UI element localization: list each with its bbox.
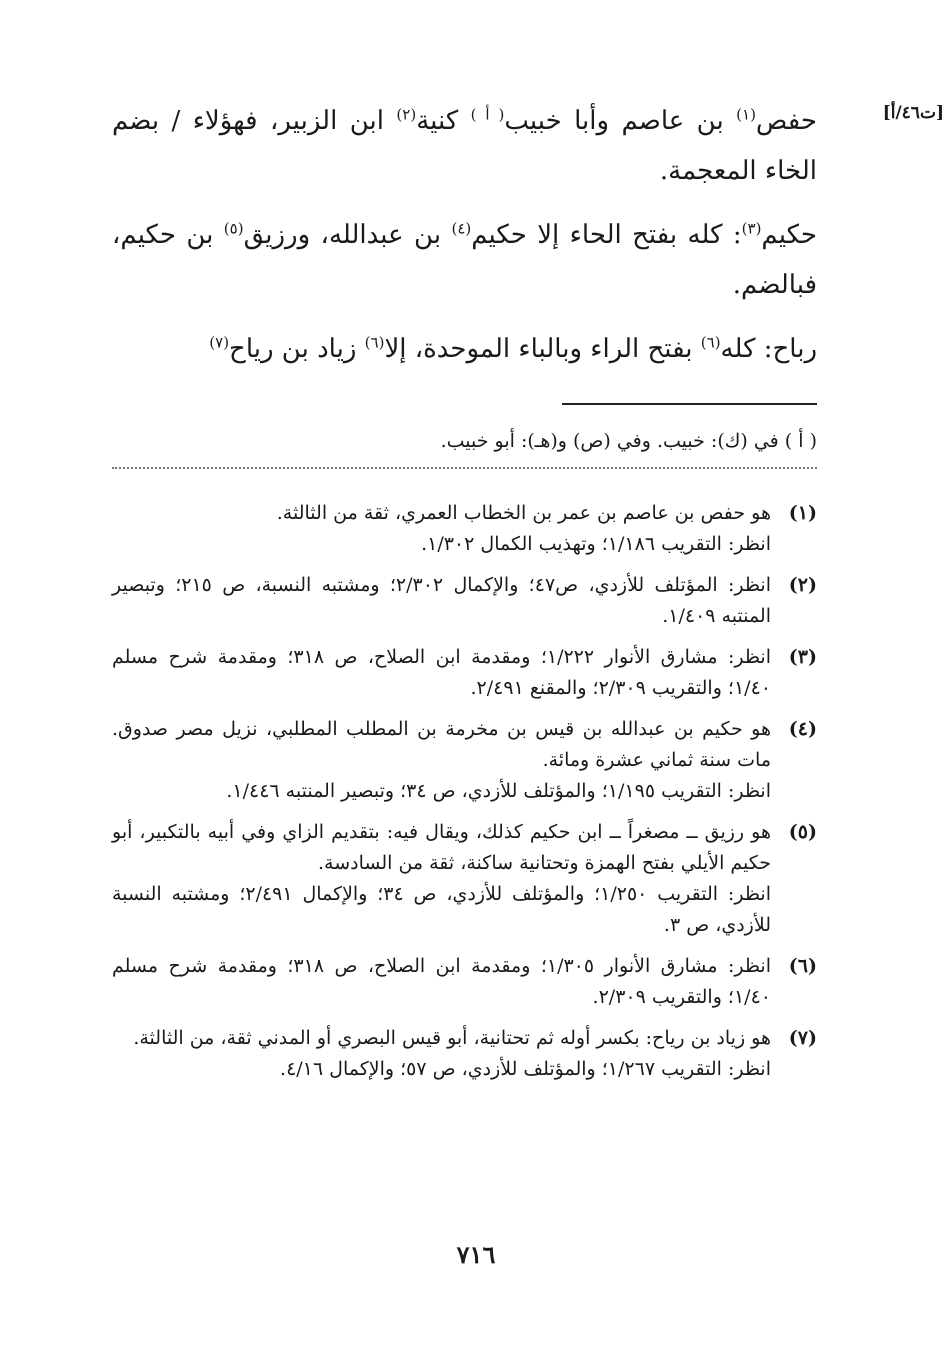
footnote bbox=[112, 714, 817, 807]
footnote-number: (١) bbox=[788, 502, 817, 524]
footnote-number: (٦) bbox=[788, 955, 817, 977]
footnote-marker: ( أ ) bbox=[470, 105, 505, 124]
footnote-text: انظر: مشارق الأنوار ١/٢٢٢؛ ومقدمة ابن الصلاح، ص ٣١٨؛ ومقدمة شرح مسلم ١/٤٠؛ والتقريب ٢/٣٠٩؛ والمقنع ٢/٤٩١. bbox=[112, 646, 771, 699]
footnote-text: انظر: التقريب ١/٢٦٧؛ والمؤتلف للأزدي، ص ٥٧؛ والإكمال ٤/١٦. bbox=[280, 1058, 771, 1080]
footnote bbox=[112, 817, 817, 941]
footnote-text: انظر: المؤتلف للأزدي، ص٤٧؛ والإكمال ٢/٣٠٢؛ ومشتبه النسبة، ص ٢١٥؛ وتبصير المنتبه ١/٤٠٩. bbox=[112, 574, 771, 627]
text-segment: بن حكيم، فبالضم. bbox=[112, 220, 817, 300]
text-segment: ابن الزبير، فهؤلاء / بضم الخاء المعجمة. bbox=[112, 106, 817, 186]
footnote bbox=[112, 1023, 817, 1085]
footnote-text: هو رزيق ــ مصغراً ــ ابن حكيم كذلك، ويقال فيه: بتقديم الزاي وفي أبيه بالتكبير، أبو حكيم الأيلي بفتح الهمزة وتحتانية ساكنة، ثقة من السادسة. bbox=[112, 821, 771, 874]
footnote-text: هو زياد بن رياح: بكسر أوله ثم تحتانية، أبو قيس البصري أو المدني ثقة، من الثالثة. bbox=[133, 1027, 771, 1049]
manuscript-folio-reference: [ت٤٦/أ] bbox=[882, 103, 944, 123]
footnote-number: (٢) bbox=[788, 574, 817, 596]
footnote-number: (٤) bbox=[788, 718, 817, 740]
footnote-marker: (١) bbox=[736, 105, 756, 124]
text-segment: بفتح الراء وبالباء الموحدة، إلا bbox=[384, 334, 701, 364]
footnote-marker: (٦) bbox=[364, 333, 385, 352]
text-segment: زياد بن رياح bbox=[229, 334, 365, 364]
footnote-number: (٣) bbox=[788, 646, 817, 668]
footnote-marker: (٦) bbox=[700, 333, 721, 352]
footnote-text: انظر: مشارق الأنوار ١/٣٠٥؛ ومقدمة ابن الصلاح، ص ٣١٨؛ ومقدمة شرح مسلم ١/٤٠؛ والتقريب ٢/٣٠٩. bbox=[112, 955, 771, 1008]
footnote-text: انظر: التقريب ١/١٩٥؛ والمؤتلف للأزدي، ص ٣٤؛ وتبصير المنتبه ١/٤٤٦. bbox=[226, 780, 771, 802]
main-paragraph bbox=[112, 324, 817, 374]
main-paragraph bbox=[112, 96, 817, 196]
footnote-text: هو حفص بن عاصم بن عمر بن الخطاب العمري، ثقة من الثالثة. bbox=[276, 502, 771, 524]
footnote-marker: (٢) bbox=[396, 105, 417, 124]
footnote bbox=[112, 951, 817, 1013]
page-number: ٧١٦ bbox=[456, 1240, 496, 1269]
footnote-number: (٧) bbox=[788, 1027, 817, 1049]
footnote bbox=[112, 498, 817, 560]
text-segment: حفص bbox=[755, 106, 817, 136]
footnote bbox=[112, 570, 817, 632]
main-text bbox=[112, 96, 817, 388]
footnote-marker: (٤) bbox=[451, 219, 472, 238]
text-segment: : كله بفتح الحاء إلا حكيم bbox=[471, 220, 742, 250]
text-segment: بن عاصم وأبا خبيب bbox=[504, 106, 737, 136]
footnote-separator-line bbox=[562, 403, 817, 405]
footnote-marker: (٥) bbox=[223, 219, 244, 238]
text-segment: بن عبدالله، ورزيق bbox=[243, 220, 452, 250]
main-paragraph bbox=[112, 210, 817, 310]
footnotes-list bbox=[112, 498, 817, 1095]
footnote-marker: (٧) bbox=[209, 333, 230, 352]
text-segment: كنية bbox=[416, 106, 471, 136]
footnote-text: انظر: التقريب ١/٢٥٠؛ والمؤتلف للأزدي، ص ٣٤؛ والإكمال ٢/٤٩١؛ ومشتبه النسبة للأزدي، ص ٣. bbox=[112, 883, 771, 936]
dotted-separator bbox=[112, 467, 817, 469]
footnote-text: انظر: التقريب ١/١٨٦؛ وتهذيب الكمال ١/٣٠٢. bbox=[421, 533, 771, 555]
footnote-text: هو حكيم بن عبدالله بن قيس بن مخرمة بن المطلب المطلبي، نزيل مصر صدوق. مات سنة ثماني عشرة ومائة. bbox=[112, 718, 771, 771]
text-segment: رباح: كله bbox=[720, 334, 817, 364]
footnote bbox=[112, 642, 817, 704]
text-segment: حكيم bbox=[761, 220, 818, 250]
variant-reading-footnote: ( أ ) في (ك): خبيب. وفي (ص) و(هـ): أبو خبيب. bbox=[440, 430, 817, 452]
footnote-marker: (٣) bbox=[741, 219, 762, 238]
footnote-number: (٥) bbox=[788, 821, 817, 843]
